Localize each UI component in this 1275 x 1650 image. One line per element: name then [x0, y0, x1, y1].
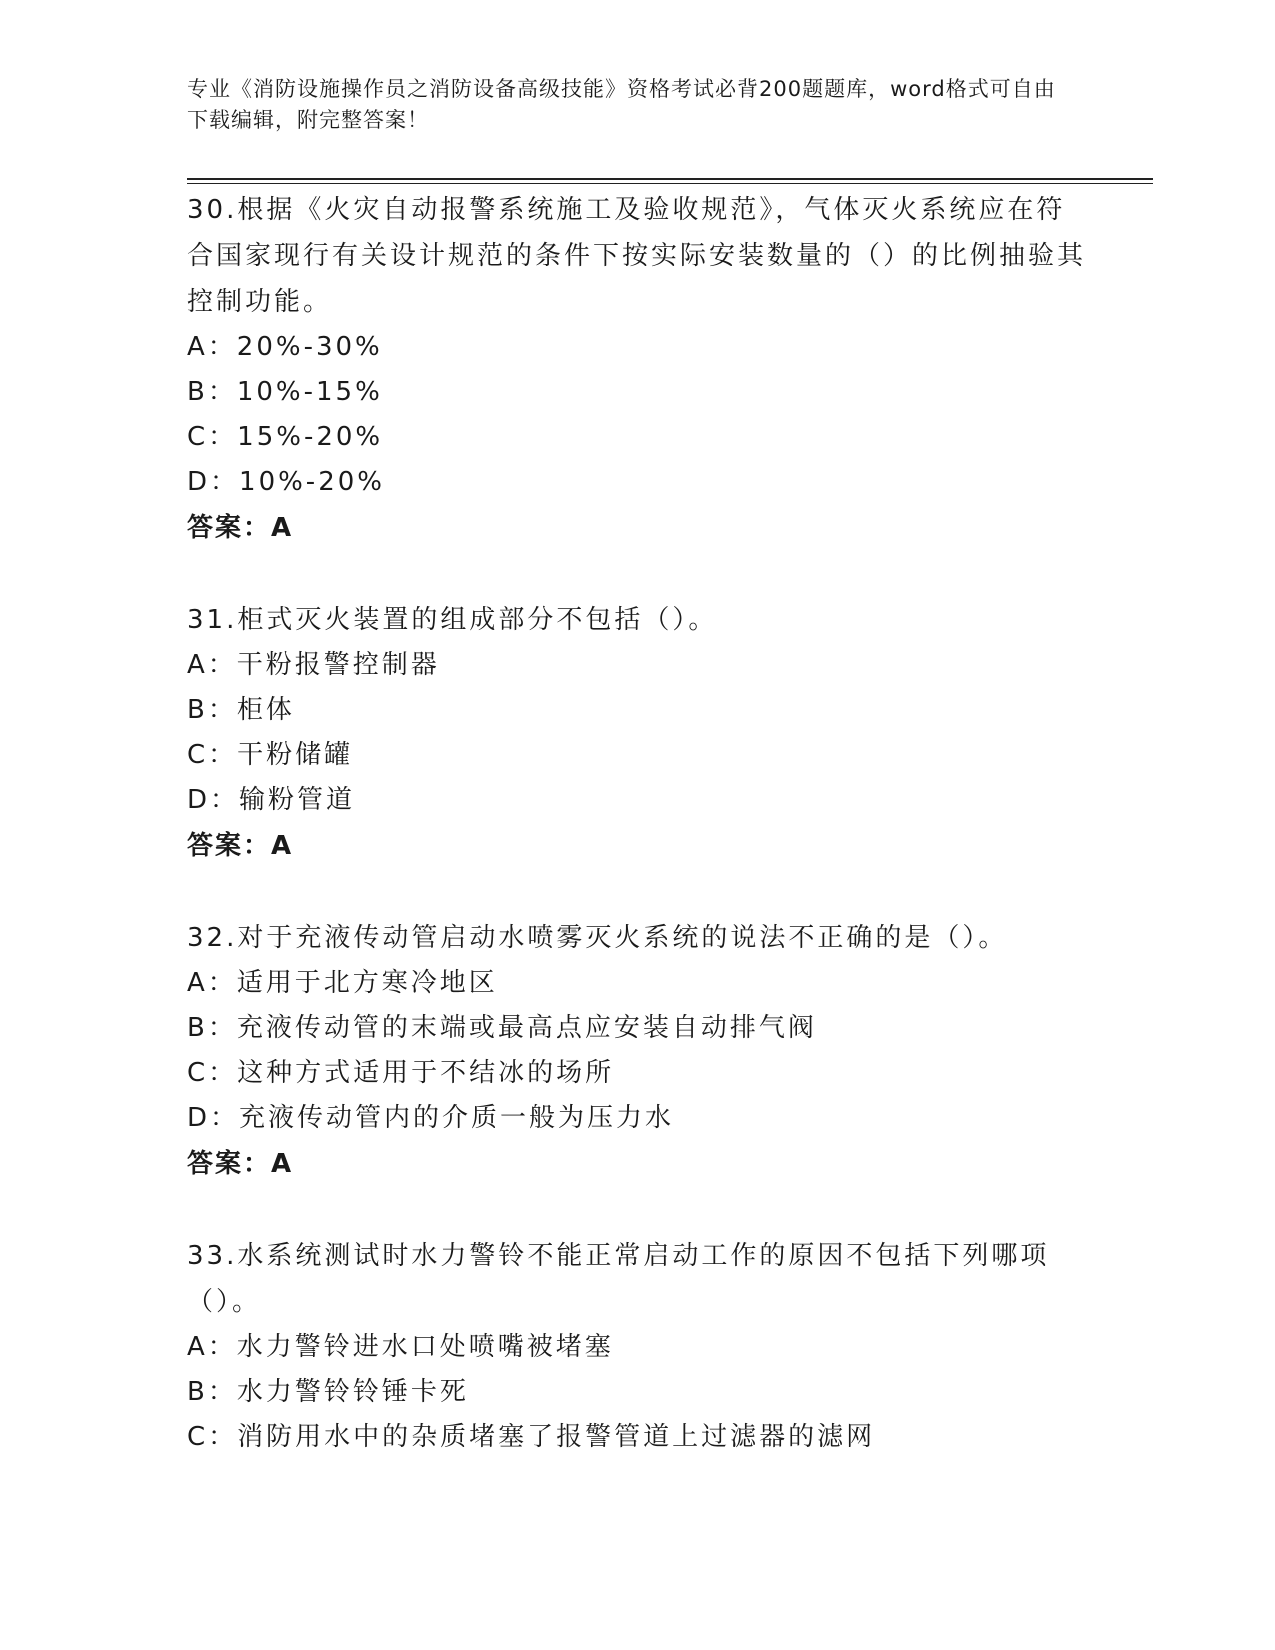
option-d: D：输粉管道 — [187, 785, 356, 815]
question-32 — [187, 915, 1087, 1187]
option-c: C：消防用水中的杂质堵塞了报警管道上过滤器的滤网 — [187, 1422, 876, 1452]
question-33 — [187, 1233, 1087, 1460]
header-divider-thin — [187, 183, 1153, 184]
option-b: B：充液传动管的末端或最高点应安装自动排气阀 — [187, 1013, 817, 1043]
option-b: B：10%-15% — [187, 377, 383, 407]
option-a: A：干粉报警控制器 — [187, 650, 440, 680]
option-d: D：10%-20% — [187, 467, 385, 497]
answer-label: 答案：A — [187, 1149, 294, 1179]
question-text: 30.根据《火灾自动报警系统施工及验收规范》，气体灭火系统应在符合国家现行有关设计规范的条件下按实际安装数量的（）的比例抽验其控制功能。 — [187, 195, 1087, 317]
option-b: B：柜体 — [187, 695, 295, 725]
option-b: B：水力警铃铃锤卡死 — [187, 1377, 469, 1407]
option-a: A：适用于北方寒冷地区 — [187, 968, 498, 998]
option-c: C：这种方式适用于不结冰的场所 — [187, 1058, 615, 1088]
question-text: 32.对于充液传动管启动水喷雾灭火系统的说法不正确的是（）。 — [187, 923, 1008, 953]
question-text: 31.柜式灭火装置的组成部分不包括（）。 — [187, 605, 718, 635]
question-31 — [187, 597, 1087, 869]
document-header: 专业《消防设施操作员之消防设备高级技能》资格考试必背200题题库，word格式可自由下载编辑，附完整答案！ — [187, 77, 1056, 132]
option-a: A：20%-30% — [187, 332, 383, 362]
question-30 — [187, 187, 1087, 551]
option-c: C：15%-20% — [187, 422, 384, 452]
answer-label: 答案：A — [187, 513, 294, 543]
question-list — [187, 187, 1087, 1506]
option-d: D：充液传动管内的介质一般为压力水 — [187, 1103, 675, 1133]
option-c: C：干粉储罐 — [187, 740, 354, 770]
question-text: 33.水系统测试时水力警铃不能正常启动工作的原因不包括下列哪项（）。 — [187, 1241, 1050, 1317]
answer-label: 答案：A — [187, 831, 294, 861]
option-a: A：水力警铃进水口处喷嘴被堵塞 — [187, 1332, 614, 1362]
header-divider-thick — [187, 178, 1153, 180]
